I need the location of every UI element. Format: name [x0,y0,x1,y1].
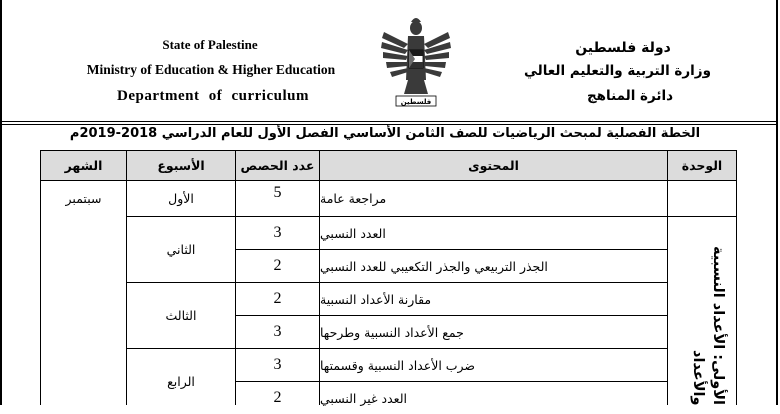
periods-cell: 3 [273,224,282,241]
header-ar-state: دولة فلسطين [575,40,671,56]
header-en-ministry: Ministry of Education & Higher Education [86,62,336,77]
week-cell: الرابع [167,374,195,389]
th-content: المحتوى [320,151,667,180]
th-month: الشهر [41,151,126,180]
month-cell: سبتمبر [65,191,102,206]
th-unit: الوحدة [668,151,736,180]
content-cell: مراجعة عامة [320,191,387,206]
periods-cell: 2 [273,389,282,406]
unit-cell: الأولى: الأعداد النسبية والأعداد [690,246,726,405]
content-cell: مقارنة الأعداد النسبية [320,291,432,307]
th-periods: عدد الحصص [236,151,319,180]
content-cell: ضرب الأعداد النسبية وقسمتها [320,357,476,373]
plan-title: الخطة الفصلية لمبحث الرياضيات للصف الثامن الأساسي الفصل الأول للعام الدراسي 2018-2019م [69,126,701,141]
content-cell: العدد غير النسبي [320,390,407,406]
periods-cell: 3 [273,356,282,373]
week-cell: الأول [168,191,194,206]
content-cell: الجذر التربيعي والجذر التكعيبي للعدد النسبي [320,258,548,274]
header-ar-department: دائرة المناهج [586,88,674,104]
header-ar-ministry: وزارة التربية والتعليم العالي [524,63,711,79]
periods-cell: 2 [273,290,282,307]
periods-cell: 2 [273,257,282,274]
emblem-caption: فلسطين [400,98,432,106]
content-cell: العدد النسبي [320,225,386,241]
week-cell: الثاني [166,242,196,257]
header-en-state: State of Palestine [162,37,258,52]
periods-cell: 3 [273,323,282,340]
th-week: الأسبوع [127,151,235,180]
week-cell: الثالث [165,308,197,323]
content-cell: جمع الأعداد النسبية وطرحها [320,324,464,340]
periods-cell: 5 [273,184,282,201]
header-en-department: Department of curriculum [117,88,309,104]
